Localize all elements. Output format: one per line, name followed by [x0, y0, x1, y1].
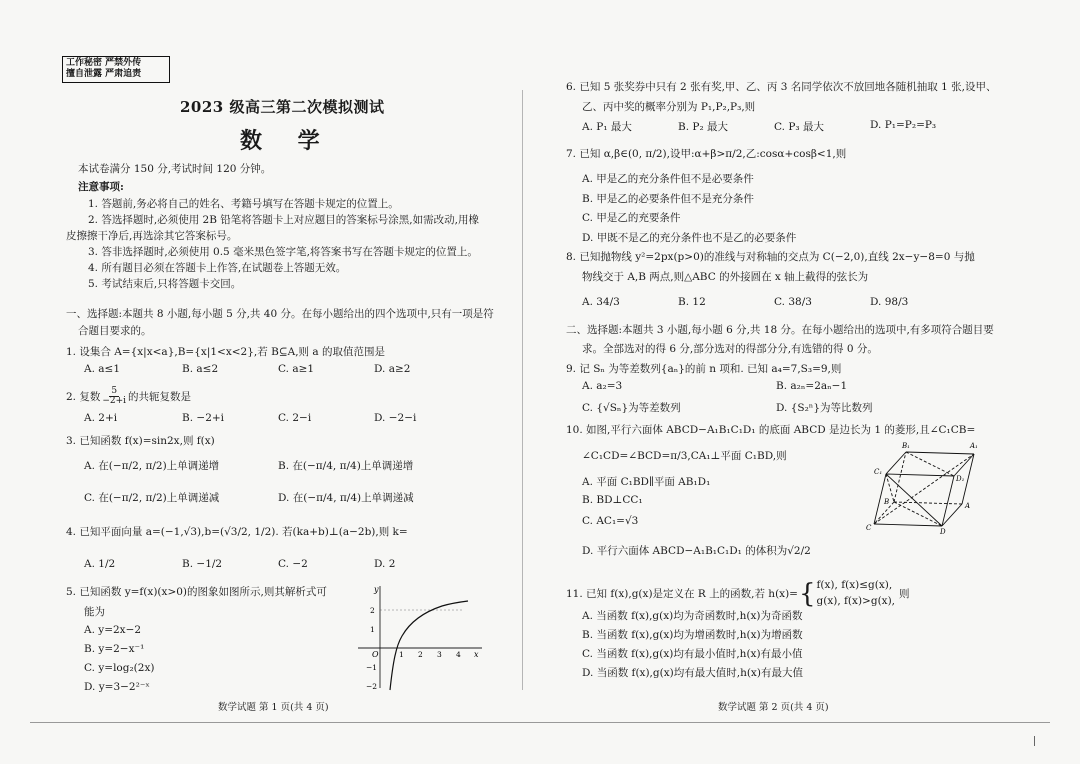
q6-option-a: A. P₁ 最大: [582, 121, 632, 133]
q5-function-graph: [352, 582, 488, 692]
q8-option-d: D. 98/3: [870, 296, 909, 308]
q2-fraction-numerator: 5: [111, 386, 118, 396]
q2-option-d: D. −2−i: [374, 412, 417, 424]
q5-option-c: C. y=log₂(2x): [84, 662, 155, 674]
q7-option-d: D. 甲既不是乙的充分条件也不是乙的必要条件: [582, 232, 797, 244]
q1-option-b: B. a≤2: [182, 363, 219, 375]
q5-stem: 5. 已知函数 y=f(x)(x>0)的图象如图所示,则其解析式可: [66, 586, 327, 598]
section-1-heading: 一、选择题:本题共 8 小题,每小题 5 分,共 40 分。在每小题给出的四个选项中,只有一项是符: [66, 308, 494, 320]
q10-option-b: B. BD⊥CC₁: [582, 494, 643, 506]
q2-stem: [66, 387, 191, 406]
q7-stem: 7. 已知 α,β∈(0, π/2),设甲:α+β>π/2,乙:cosα+cosβ<1,则: [566, 148, 847, 160]
q4-option-c: C. −2: [278, 558, 308, 570]
q11-option-d: D. 当函数 f(x),g(x)均有最大值时,h(x)有最大值: [582, 667, 803, 679]
section-1-heading-cont: 合题目要求的。: [78, 325, 152, 337]
q10-option-a: A. 平面 C₁BD∥平面 AB₁D₁: [582, 476, 711, 488]
notice-heading: 注意事项:: [78, 181, 124, 193]
q11-case-1: f(x), f(x)≤g(x),: [816, 579, 893, 591]
notice-item: 皮擦擦干净后,再选涂其它答案标号。: [66, 230, 238, 242]
q3-stem: 3. 已知函数 f(x)=sin2x,则 f(x): [66, 435, 215, 447]
q10-option-d: D. 平行六面体 ABCD−A₁B₁C₁D₁ 的体积为√2/2: [582, 545, 811, 557]
q7-option-b: B. 甲是乙的必要条件但不是充分条件: [582, 193, 754, 205]
q10-stem: 10. 如图,平行六面体 ABCD−A₁B₁C₁D₁ 的底面 ABCD 是边长为 1 的菱形,且∠C₁CB=: [566, 424, 976, 436]
section-2-heading: 二、选择题:本题共 3 小题,每小题 6 分,共 18 分。在每小题给出的选项中,有多项符合题目要: [566, 324, 994, 336]
function-curve: [390, 601, 468, 690]
q8-stem: 8. 已知抛物线 y²=2px(p>0)的准线与对称轴的交点为 C(−2,0),直线 2x−y−8=0 与抛: [566, 251, 975, 263]
y-tick-label: 2: [370, 606, 375, 615]
q8-option-c: C. 38/3: [774, 296, 812, 308]
footer-page-1: 数学试题 第 1 页(共 4 页): [218, 702, 329, 713]
q1-stem: 1. 设集合 A={x|x<a},B={x|1<x<2},若 B⊆A,则 a 的取值范围是: [66, 346, 385, 358]
q6-stem: 6. 已知 5 张奖券中只有 2 张有奖,甲、乙、丙 3 名同学依次不放回地各随机抽取 1 张,设甲、: [566, 81, 997, 93]
q8-option-a: A. 34/3: [582, 296, 620, 308]
x-tick-label: 2: [418, 650, 423, 659]
notice-item: 5. 考试结束后,只将答题卡交回。: [88, 278, 242, 290]
q9-option-c: C. {√Sₙ}为等差数列: [582, 402, 681, 414]
q5-option-d: D. y=3−2²⁻ˣ: [84, 681, 150, 693]
y-axis-label: y: [374, 585, 379, 594]
q2-fraction-denominator: −2+i: [102, 396, 127, 406]
q11-option-c: C. 当函数 f(x),g(x)均有最小值时,h(x)有最小值: [582, 648, 803, 660]
q1-option-d: D. a≥2: [374, 363, 411, 375]
notice-item: 1. 答题前,务必将自己的姓名、考籍号填写在答题卡规定的位置上。: [88, 198, 399, 210]
q3-option-b: B. 在(−π/4, π/4)上单调递增: [278, 460, 414, 472]
vertex-label: C₁: [874, 468, 883, 476]
q1-option-a: A. a≤1: [84, 363, 120, 375]
x-tick-label: 3: [437, 650, 442, 659]
q11-option-a: A. 当函数 f(x),g(x)均为奇函数时,h(x)为奇函数: [582, 610, 803, 622]
stamp-line-2: 擅自泄露 严肃追责: [66, 69, 142, 80]
q3-option-a: A. 在(−π/2, π/2)上单调递增: [84, 460, 220, 472]
brace-symbol: {: [798, 578, 816, 609]
x-tick-label: 4: [456, 650, 461, 659]
q8-stem-cont: 物线交于 A,B 两点,则△ABC 的外接圆在 x 轴上截得的弦长为: [582, 271, 869, 283]
q10-parallelepiped-figure: [866, 438, 982, 534]
q5-option-b: B. y=2−x⁻¹: [84, 643, 145, 655]
q11-stem: [566, 578, 910, 610]
x-axis-label: x: [474, 650, 479, 659]
q11-case-2: g(x), f(x)>g(x),: [816, 594, 896, 607]
q11-option-b: B. 当函数 f(x),g(x)均为增函数时,h(x)为增函数: [582, 629, 803, 641]
bottom-rule: [30, 722, 1050, 723]
vertex-label: B: [884, 498, 890, 506]
q4-option-a: A. 1/2: [84, 558, 116, 570]
q7-option-c: C. 甲是乙的充要条件: [582, 212, 681, 224]
y-tick-label: −1: [366, 663, 378, 672]
q9-option-a: A. a₂=3: [582, 380, 623, 392]
q11-stem-text: 11. 已知 f(x),g(x)是定义在 R 上的函数,若 h(x)=: [566, 588, 798, 601]
exam-subject: 数 学: [240, 128, 334, 154]
vertex-label: B₁: [902, 442, 910, 450]
y-tick-label: −2: [366, 682, 378, 691]
q11-stem-end: 则: [899, 588, 910, 601]
x-tick-label: 1: [399, 650, 404, 659]
q8-option-b: B. 12: [678, 296, 706, 308]
stamp-line-1: 工作秘密 严禁外传: [66, 58, 142, 68]
notice-item: 4. 所有题目必须在答题卡上作答,在试题卷上答题无效。: [88, 262, 347, 274]
q10-option-c: C. AC₁=√3: [582, 515, 639, 527]
q6-option-d: D. P₁=P₂=P₃: [870, 119, 937, 131]
q9-option-b: B. a₂ₙ=2aₙ−1: [776, 380, 848, 392]
q6-option-b: B. P₂ 最大: [678, 121, 729, 133]
footer-page-2: 数学试题 第 2 页(共 4 页): [718, 702, 829, 713]
q5-stem-cont: 能为: [84, 606, 105, 618]
vertex-label: D₁: [956, 475, 965, 483]
q4-option-b: B. −1/2: [182, 558, 223, 570]
q4-option-d: D. 2: [374, 558, 396, 570]
q6-stem-cont: 乙、丙中奖的概率分别为 P₁,P₂,P₃,则: [582, 101, 756, 113]
q7-option-a: A. 甲是乙的充分条件但不是必要条件: [582, 173, 754, 185]
exam-title: 2023 级高三第二次模拟测试: [180, 98, 385, 116]
q6-option-c: C. P₃ 最大: [774, 121, 824, 133]
y-tick-label: 1: [370, 625, 375, 634]
q1-option-c: C. a≥1: [278, 363, 315, 375]
q2-option-c: C. 2−i: [278, 412, 312, 424]
q4-stem: 4. 已知平面向量 a=(−1,√3),b=(√3/2, 1/2). 若(ka+b)⊥(a−2b),则 k=: [66, 526, 408, 538]
notice-item: 3. 答非选择题时,必须使用 0.5 毫米黑色签字笔,将答案书写在答题卡规定的位置上。: [88, 246, 478, 258]
q2-stem-pre: 2. 复数: [66, 391, 101, 403]
section-2-heading-cont: 求。全部选对的得 6 分,部分选对的得部分分,有选错的得 0 分。: [582, 343, 878, 355]
vertex-label: A₁: [970, 442, 978, 450]
notice-intro: 本试卷满分 150 分,考试时间 120 分钟。: [78, 163, 272, 175]
page-divider: [522, 90, 523, 690]
q5-option-a: A. y=2x−2: [84, 624, 142, 636]
origin-label: O: [372, 650, 379, 659]
edge-mark: [1034, 736, 1035, 746]
q2-option-a: A. 2+i: [84, 412, 118, 424]
q10-stem-cont: ∠C₁CD=∠BCD=π/3,CA₁⊥平面 C₁BD,则: [582, 450, 787, 462]
q3-option-d: D. 在(−π/4, π/4)上单调递减: [278, 492, 414, 504]
confidential-stamp: [62, 56, 170, 83]
notice-item: 2. 答选择题时,必须使用 2B 铅笔将答题卡上对应题目的答案标号涂黑,如需改动,用橡: [88, 214, 479, 226]
vertex-label: D: [940, 528, 946, 534]
vertex-label: C: [866, 524, 872, 532]
vertex-label: A: [965, 502, 971, 510]
q3-option-c: C. 在(−π/2, π/2)上单调递减: [84, 492, 220, 504]
q9-stem: 9. 记 Sₙ 为等差数列{aₙ}的前 n 项和. 已知 a₄=7,S₃=9,则: [566, 363, 842, 375]
q2-stem-post: 的共轭复数是: [128, 391, 192, 403]
q2-option-b: B. −2+i: [182, 412, 225, 424]
q9-option-d: D. {S₂ⁿ}为等比数列: [776, 402, 873, 414]
